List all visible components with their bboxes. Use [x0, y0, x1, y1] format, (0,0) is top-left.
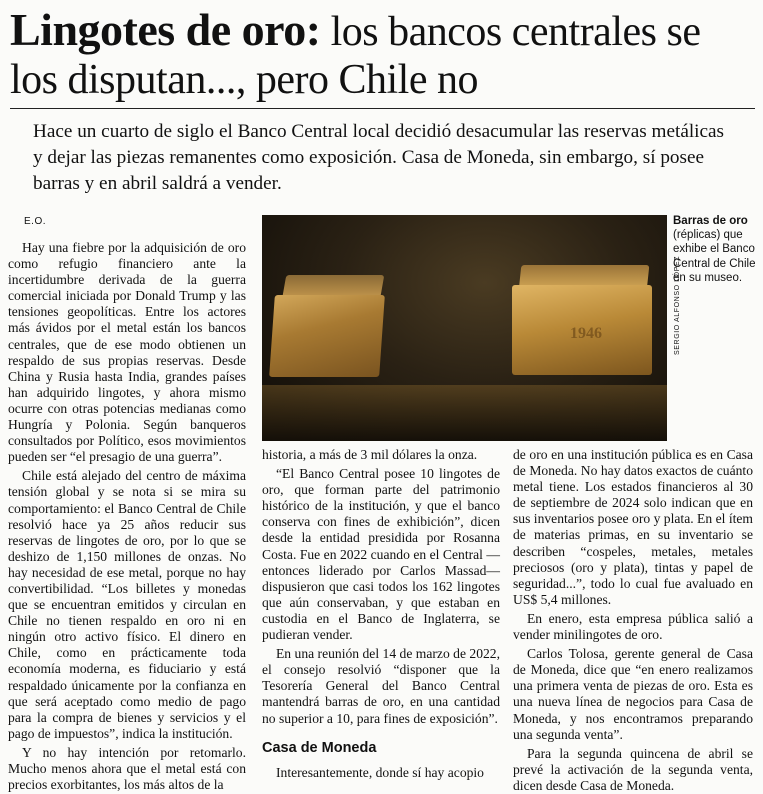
paragraph: historia, a más de 3 mil dólares la onza.	[262, 447, 478, 462]
column-3	[513, 447, 753, 794]
table-reflection	[262, 385, 667, 441]
paragraph: “El Banco Central posee 10 lingotes de oro, que forman parte del patrimonio histórico de la institución, y que el banco conserva con fines de exhibición”, dicen desde la entidad presidida por Rosanna Costa. Fue en 2022 cuando en el Central —entonces liderado por Carlos Massad—dispusieron que casi todos los 162 lingotes que aún conservaban, y que estaban en custodia en el Banco de Inglaterra, se pudieran vender.	[262, 466, 500, 643]
paragraph: En una reunión del 14 de marzo de 2022, el consejo resolvió “disponer que la Tesorería General del Banco Central mantendrá barras de oro, en una cantidad no superior a 10, para fines de exposición”.	[262, 646, 500, 726]
caption-text: (réplicas) que exhibe el Banco Central de Chile en su museo.	[673, 229, 756, 284]
paragraph: Y no hay intención por retomarlo. Mucho menos ahora que el metal está con precios exorbitantes, los más altos de la	[8, 744, 246, 793]
gold-bars-photo	[262, 215, 667, 441]
headline	[10, 6, 755, 104]
headline-rule	[10, 108, 755, 109]
paragraph: En enero, esta empresa pública salió a vender minilingotes de oro.	[513, 610, 753, 643]
bar-stamp: 1946	[570, 325, 602, 342]
headline-rest: los bancos centrales se los disputan..., pero Chile no	[10, 9, 701, 103]
deck: Hace un cuarto de siglo el Banco Central local decidió desacumular las reservas metálicas y dejar las piezas remanentes como exposición. Casa de Moneda, sin embargo, sí posee barras y en abril saldrá a vender.	[33, 121, 725, 194]
paragraph: Interesantemente, donde sí hay acopio	[276, 764, 484, 780]
paragraph: Carlos Tolosa, gerente general de Casa de Moneda, dice que “en enero realizamos una primera venta de piezas de oro. Esta es una nueva línea de negocios para Casa de Moneda, y nos encontramos preparando una segunda venta”.	[513, 646, 753, 742]
gold-bar-left	[269, 295, 385, 377]
byline: E.O.	[24, 216, 47, 227]
column-2	[262, 447, 500, 781]
subhead: Casa de Moneda	[262, 739, 377, 756]
paragraph: Chile está alejado del centro de máxima tensión global y se nota si se mira su comportamiento: el Banco Central de Chile resolvió hace ya 25 años reducir sus reservas de lingotes de oro, por lo que se deshizo de 1,150 millones de onzas. No hay necesidad de ese metal, porque no hay convertibilidad. “Los billetes y monedas que se encuentran emitidos y circulan en Chile no tienen respaldo en oro ni en ningún otro activo físico. El dinero en Chile, como en prácticamente toda economía moderna, es fiduciario y está respaldado únicamente por la confianza en que será aceptado como medio de pago para la compra de bienes y servicios y el pago de impuestos”, indica la institución.	[8, 468, 246, 741]
paragraph: de oro en una institución pública es en Casa de Moneda. No hay datos exactos de cuánto metal tiene. Los estados financieros al 30 de septiembre de 2024 solo indican que en sus inventarios posee oro y plata. En el ítem de materias primas, en su inventario se describen “cospeles, metales, metales preciosos (oro y plata), tintas y papel de seguridad...”, todo lo cual fue avaluado en US$ 5,4 millones.	[513, 447, 753, 607]
column-1	[8, 240, 246, 793]
paragraph: Hay una fiebre por la adquisición de oro como refugio financiero ante la incertidumbre derivada de la guerra comercial iniciada por Donald Trump y las tensiones geopolíticas. Entre los actores más ávidos por el metal están los bancos centrales, que de ese modo obtienen un respaldo de sus propias reservas. Desde China y Rusia hasta India, grandes países han adquirido lingotes, y ahora mismo ocurre con otras potencias medianas como Hungría y Polonia. Según banqueros consultados por Político, esos movimientos pueden ser “el presagio de una guerra”.	[8, 240, 246, 465]
paragraph: Para la segunda quincena de abril se prevé la activación de la segunda venta, dicen desde Casa de Moneda.	[513, 745, 753, 793]
photo-credit: SERGIO ALFONSO LÓPEZ	[674, 255, 681, 355]
photo-caption	[673, 214, 761, 285]
headline-lead: Lingotes de oro:	[10, 4, 321, 55]
caption-bold: Barras de oro	[673, 215, 748, 227]
